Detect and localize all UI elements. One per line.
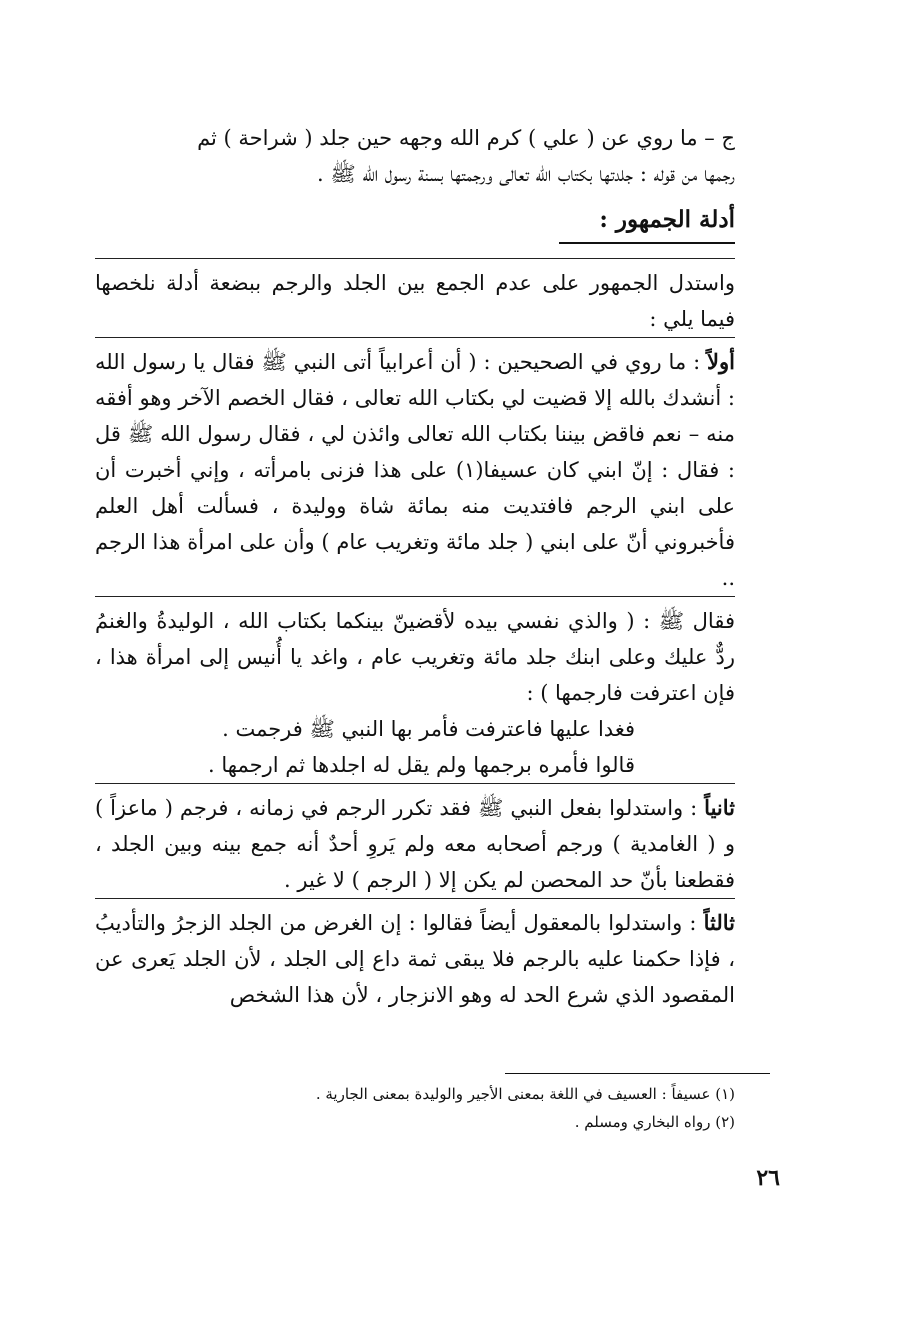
indent-line: فغدا عليها فاعترفت فأمر بها النبي ﷺ فرجمت .: [222, 717, 635, 741]
indent-line: قالوا فأمره برجمها ولم يقل له اجلدها ثم ارجمها .: [208, 753, 635, 777]
page-body: [95, 120, 735, 1013]
paragraph-line: رجمها من قوله : جلدتها بكتاب الله تعالى ورجمتها بسنة رسول الله ﷺ .: [317, 162, 735, 186]
intro-paragraph: واستدل الجمهور على عدم الجمع بين الجلد والرجم ببضعة أدلة نلخصها فيما يلي :: [95, 258, 735, 337]
third-text: : واستدلوا بالمعقول أيضاً فقالوا : إن الغرض من الجلد الزجرُ والتأديبُ ، فإذا حكمنا عليه بالرجم فلا يبقى ثمة داع إلى الجلد ، لأن الجلد يَعرى عن المقصود الذي شرع الحد له وهو الانزجار ، لأن هذا الشخص: [95, 911, 735, 1007]
section-heading: أدلة الجمهور :: [559, 202, 735, 244]
footnote-item: (٢) رواه البخاري ومسلم .: [574, 1113, 735, 1131]
first-evidence-paragraph: [95, 337, 735, 596]
third-lead: ثالثاً: [703, 910, 735, 935]
second-evidence-paragraph: [95, 783, 735, 898]
first-lead: أولاً: [707, 349, 735, 374]
prophet-saying-paragraph: فقال ﷺ : ( والذي نفسي بيده لأقضينّ بينكما بكتاب الله ، الوليدةُ والغنمُ ردٌّ عليك وعلى ابنك جلد مائة وتغريب عام ، واغد يا أُنيس إلى امرأة هذا ، فإن اعترفت فارجمها ) :: [95, 596, 735, 711]
page-number: ٢٦: [756, 1165, 780, 1191]
footnote-divider: [505, 1073, 770, 1074]
third-evidence-paragraph: [95, 898, 735, 1013]
second-text: : واستدلوا بفعل النبي ﷺ فقد تكرر الرجم في زمانه ، فرجم ( ماعزاً ) و ( الغامدية ) ورجم أصحابه معه ولم يَروِ أحدٌ أنه جمع بينه وبين الجلد ، فقطعنا بأنّ حد المحصن لم يكن إلا ( الرجم ) لا غير .: [95, 796, 735, 892]
first-text: : ما روي في الصحيحين : ( أن أعرابياً أتى النبي ﷺ فقال يا رسول الله : أنشدك بالله إلا قضيت لي بكتاب الله تعالى ، فقال الخصم الآخر وهو أفقه منه – نعم فاقض بيننا بكتاب الله تعالى وائذن لي ، فقال رسول الله ﷺ قل : فقال : إنّ ابني كان عسيفا(١) على هذا فزنى بامرأته ، وإني أخبرت أن على ابني الرجم فافتديت منه بمائة شاة ووليدة ، فسألت أهل العلم فأخبروني أنّ على ابني ( جلد مائة وتغريب عام ) وأن على امرأة هذا الرجم ..: [95, 350, 735, 590]
footnote-item: (١) عسيفاً : العسيف في اللغة بمعنى الأجير والوليدة بمعنى الجارية .: [315, 1085, 735, 1103]
second-lead: ثانياً: [704, 795, 735, 820]
footnotes: [240, 1080, 735, 1136]
paragraph-line: ج – ما روي عن ( علي ) كرم الله وجهه حين جلد ( شراحة ) ثم: [197, 126, 735, 150]
